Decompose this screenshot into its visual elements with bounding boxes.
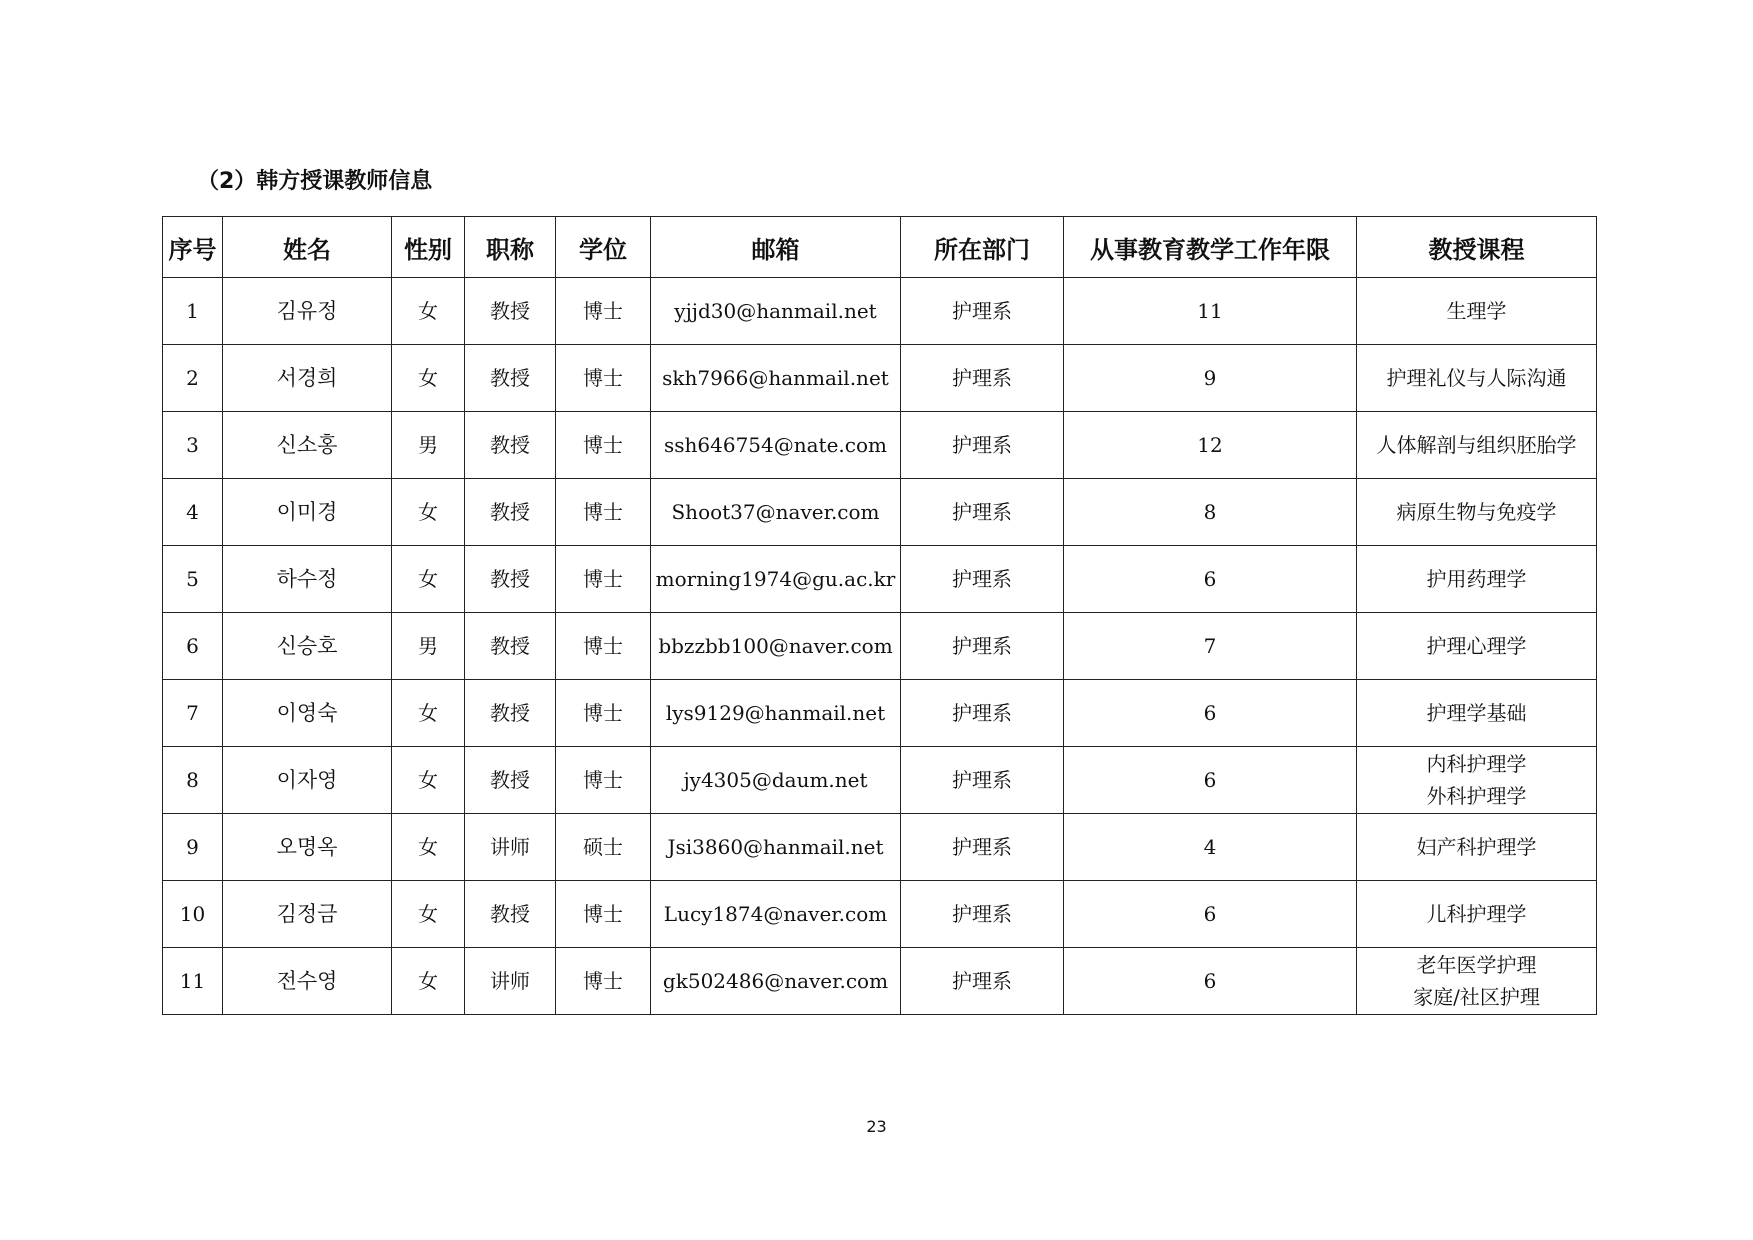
cell-teaching-years: 6 [1064,881,1357,948]
cell-title: 讲师 [465,814,556,881]
cell-title: 教授 [465,546,556,613]
cell-courses [1357,278,1597,345]
cell-email: lys9129@hanmail.net [651,680,901,747]
cell-teaching-years: 11 [1064,278,1357,345]
table-row [163,412,1597,479]
cell-name: 김유정 [223,278,392,345]
cell-teaching-years: 6 [1064,546,1357,613]
cell-gender: 女 [392,814,465,881]
cell-courses [1357,948,1597,1015]
cell-teaching-years: 7 [1064,613,1357,680]
cell-name: 김정금 [223,881,392,948]
cell-degree: 博士 [556,747,651,814]
course-item: 人体解剖与组织胚胎学 [1376,433,1577,457]
cell-teaching-years: 12 [1064,412,1357,479]
cell-department: 护理系 [901,345,1064,412]
cell-email: gk502486@naver.com [651,948,901,1015]
cell-courses [1357,412,1597,479]
course-item: 老年医学护理 [1416,953,1537,977]
course-item: 外科护理学 [1426,784,1527,808]
table-row [163,881,1597,948]
cell-no: 9 [163,814,223,881]
cell-gender: 男 [392,412,465,479]
course-item: 护理心理学 [1426,634,1527,658]
cell-courses [1357,345,1597,412]
cell-courses [1357,479,1597,546]
cell-title: 讲师 [465,948,556,1015]
header-degree: 学位 [556,217,651,278]
cell-gender: 女 [392,680,465,747]
cell-department: 护理系 [901,479,1064,546]
cell-name: 오명옥 [223,814,392,881]
cell-email: ssh646754@nate.com [651,412,901,479]
section-heading: （2）韩方授课教师信息 [197,169,433,194]
cell-department: 护理系 [901,412,1064,479]
cell-degree: 硕士 [556,814,651,881]
cell-courses [1357,747,1597,814]
course-item: 护理礼仪与人际沟通 [1386,366,1567,390]
header-email: 邮箱 [651,217,901,278]
cell-title: 教授 [465,278,556,345]
cell-gender: 女 [392,546,465,613]
table-row [163,278,1597,345]
cell-email: skh7966@hanmail.net [651,345,901,412]
cell-degree: 博士 [556,278,651,345]
cell-title: 教授 [465,479,556,546]
cell-gender: 女 [392,747,465,814]
course-item: 护理学基础 [1426,701,1527,725]
course-item: 生理学 [1446,299,1507,323]
cell-courses [1357,613,1597,680]
cell-gender: 女 [392,479,465,546]
cell-no: 10 [163,881,223,948]
table-row [163,948,1597,1015]
cell-name: 이자영 [223,747,392,814]
cell-email: Lucy1874@naver.com [651,881,901,948]
cell-no: 8 [163,747,223,814]
header-title: 职称 [465,217,556,278]
cell-teaching-years: 8 [1064,479,1357,546]
cell-email: Jsi3860@hanmail.net [651,814,901,881]
header-department: 所在部门 [901,217,1064,278]
cell-no: 5 [163,546,223,613]
cell-department: 护理系 [901,680,1064,747]
cell-name: 이영숙 [223,680,392,747]
table-row [163,613,1597,680]
table-header-row [163,217,1597,278]
cell-name: 하수정 [223,546,392,613]
cell-gender: 女 [392,345,465,412]
course-item: 内科护理学 [1426,752,1527,776]
cell-degree: 博士 [556,479,651,546]
cell-gender: 女 [392,948,465,1015]
table-row [163,345,1597,412]
cell-degree: 博士 [556,948,651,1015]
cell-title: 教授 [465,345,556,412]
cell-department: 护理系 [901,814,1064,881]
cell-name: 이미경 [223,479,392,546]
table-row [163,814,1597,881]
table-body [163,278,1597,1015]
cell-gender: 女 [392,881,465,948]
cell-email: yjjd30@hanmail.net [651,278,901,345]
cell-title: 教授 [465,680,556,747]
header-teaching-years: 从事教育教学工作年限 [1064,217,1357,278]
cell-department: 护理系 [901,546,1064,613]
header-gender: 性别 [392,217,465,278]
cell-gender: 男 [392,613,465,680]
cell-no: 1 [163,278,223,345]
cell-gender: 女 [392,278,465,345]
cell-no: 2 [163,345,223,412]
cell-teaching-years: 9 [1064,345,1357,412]
cell-department: 护理系 [901,747,1064,814]
header-no: 序号 [163,217,223,278]
table-row [163,546,1597,613]
cell-courses [1357,814,1597,881]
cell-department: 护理系 [901,278,1064,345]
cell-no: 4 [163,479,223,546]
cell-name: 전수영 [223,948,392,1015]
cell-degree: 博士 [556,345,651,412]
cell-email: morning1974@gu.ac.kr [651,546,901,613]
cell-degree: 博士 [556,881,651,948]
cell-no: 11 [163,948,223,1015]
cell-department: 护理系 [901,948,1064,1015]
cell-degree: 博士 [556,613,651,680]
cell-department: 护理系 [901,881,1064,948]
table-row [163,479,1597,546]
cell-no: 7 [163,680,223,747]
cell-degree: 博士 [556,546,651,613]
cell-title: 教授 [465,747,556,814]
cell-email: Shoot37@naver.com [651,479,901,546]
cell-courses [1357,680,1597,747]
cell-name: 신소홍 [223,412,392,479]
cell-teaching-years: 4 [1064,814,1357,881]
table-row [163,747,1597,814]
cell-name: 신승호 [223,613,392,680]
cell-degree: 博士 [556,412,651,479]
course-item: 护用药理学 [1426,567,1527,591]
cell-teaching-years: 6 [1064,680,1357,747]
course-item: 病原生物与免疫学 [1396,500,1557,524]
cell-no: 3 [163,412,223,479]
cell-title: 教授 [465,412,556,479]
cell-name: 서경희 [223,345,392,412]
table-row [163,680,1597,747]
page-number: 23 [866,1117,887,1136]
cell-title: 教授 [465,881,556,948]
header-name: 姓名 [223,217,392,278]
course-item: 妇产科护理学 [1416,835,1537,859]
cell-courses [1357,881,1597,948]
cell-department: 护理系 [901,613,1064,680]
course-item: 儿科护理学 [1426,902,1527,926]
cell-teaching-years: 6 [1064,747,1357,814]
cell-teaching-years: 6 [1064,948,1357,1015]
cell-no: 6 [163,613,223,680]
cell-title: 教授 [465,613,556,680]
course-item: 家庭/社区护理 [1413,985,1540,1009]
cell-email: bbzzbb100@naver.com [651,613,901,680]
cell-email: jy4305@daum.net [651,747,901,814]
header-courses: 教授课程 [1357,217,1597,278]
teacher-info-table [162,216,1597,1015]
cell-degree: 博士 [556,680,651,747]
cell-courses [1357,546,1597,613]
